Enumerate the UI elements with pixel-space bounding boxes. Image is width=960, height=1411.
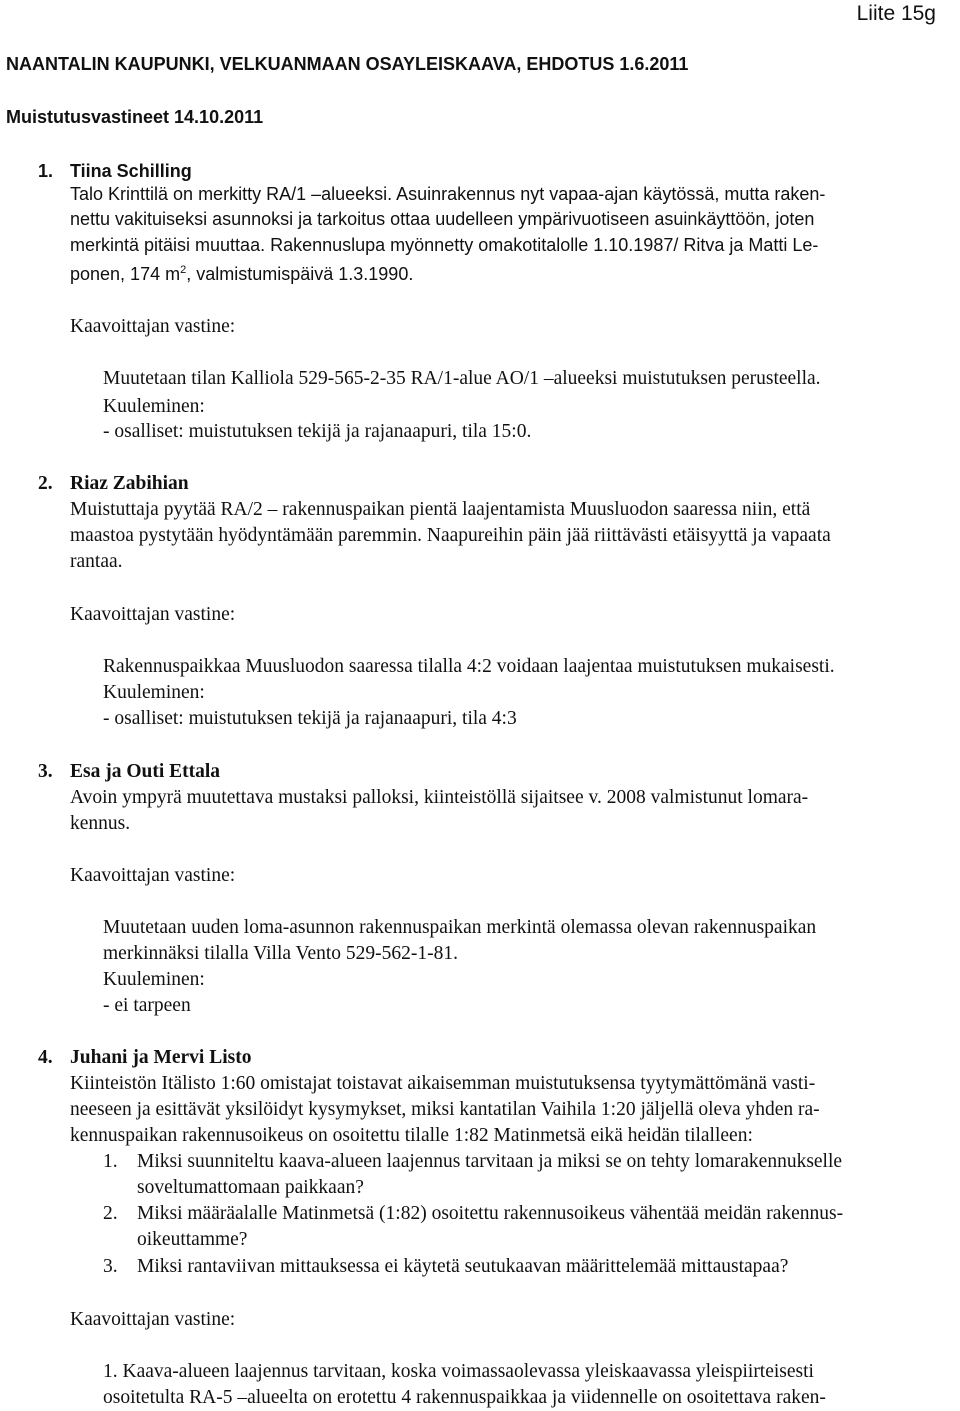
item-2-text-line: maastoa pystytään hyödyntämään paremmin. Naapureihin päin jää riittävästi etäisyyttä ja vapaata <box>70 525 831 546</box>
item-1-reply-line: Kuuleminen: <box>103 396 205 417</box>
item-4-reply-line: osoitetulta RA-5 –alueelta on erotettu 4 rakennuspaikkaa ja viidennelle on osoitettava raken- <box>103 1387 826 1408</box>
question-number: 2. <box>103 1203 118 1224</box>
item-2-text-line: rantaa. <box>70 551 123 572</box>
item-2-number: 2. <box>38 473 53 494</box>
question-line: Miksi suunniteltu kaava-alueen laajennus tarvitaan ja miksi se on tehty lomarakennukselle <box>137 1151 843 1172</box>
reply-heading: Kaavoittajan vastine: <box>70 865 236 886</box>
item-3-reply-line: - ei tarpeen <box>103 995 191 1016</box>
item-4-text-line: neeseen ja esittävät yksilöidyt kysymykset, miksi kantatilan Vaihila 1:20 jäljellä oleva yhden ra- <box>70 1099 820 1120</box>
item-1-text-line: nettu vakituiseksi asunnoksi ja tarkoitus ottaa uudelleen ympärivuotiseen asuinkäyttöön, joten <box>70 209 815 229</box>
reply-heading: Kaavoittajan vastine: <box>70 1309 236 1330</box>
reply-heading: Kaavoittajan vastine: <box>70 604 236 625</box>
item-2-reply-line: - osalliset: muistutuksen tekijä ja rajanaapuri, tila 4:3 <box>103 708 517 729</box>
document-title: NAANTALIN KAUPUNKI, VELKUANMAAN OSAYLEISKAAVA, EHDOTUS 1.6.2011 <box>6 54 689 74</box>
item-3-number: 3. <box>38 761 53 782</box>
question-number: 1. <box>103 1151 118 1172</box>
item-3-text-line: kennus. <box>70 813 131 834</box>
item-3-reply-line: merkinnäksi tilalla Villa Vento 529-562-1-81. <box>103 943 459 964</box>
item-2-reply-line: Rakennuspaikkaa Muusluodon saaressa tilalla 4:2 voidaan laajentaa muistutuksen mukaisesti. <box>103 656 835 677</box>
item-2-name: Riaz Zabihian <box>70 473 189 494</box>
item-1-reply-line: - osalliset: muistutuksen tekijä ja rajanaapuri, tila 15:0. <box>103 421 532 442</box>
item-1-number: 1. <box>38 161 54 181</box>
item-4-text-line: Kiinteistön Itälisto 1:60 omistajat toistavat aikaisemman muistutuksensa tyytymättömänä vasti- <box>70 1073 816 1094</box>
item-4-name: Juhani ja Mervi Listo <box>70 1047 252 1068</box>
item-1-name: Tiina Schilling <box>70 161 192 181</box>
attachment-label: Liite 15g <box>856 2 936 25</box>
item-1-text-line: ponen, 174 $m^2$, valmistumispäivä 1.3.1990. <box>70 264 414 284</box>
reply-heading: Kaavoittajan vastine: <box>70 316 236 337</box>
item-2-text-line: Muistuttaja pyytää RA/2 – rakennuspaikan pientä laajentamista Muusluodon saaressa niin, että <box>70 499 811 520</box>
item-4-text-line: kennuspaikan rakennusoikeus on osoitettu tilalle 1:82 Matinmetsä eikä heidän tilalleen: <box>70 1125 753 1146</box>
question-number: 3. <box>103 1256 118 1277</box>
question-line: Miksi rantaviivan mittauksessa ei käytetä seutukaavan määrittelemää mittaustapaa? <box>137 1256 789 1277</box>
question-line: Miksi määräalalle Matinmetsä (1:82) osoitettu rakennusoikeus vähentää meidän rakennus- <box>137 1203 844 1224</box>
item-4-reply-line: 1. Kaava-alueen laajennus tarvitaan, koska voimassaolevassa yleiskaavassa yleispiirteisesti <box>103 1361 814 1382</box>
item-1-text-line: merkintä pitäisi muuttaa. Rakennuslupa myönnetty omakotitalolle 1.10.1987/ Ritva ja Matti Le- <box>70 235 819 255</box>
item-3-reply-line: Muutetaan uuden loma-asunnon rakennuspaikan merkintä olemassa olevan rakennuspaikan <box>103 917 817 938</box>
item-3-reply-line: Kuuleminen: <box>103 969 205 990</box>
item-3-name: Esa ja Outi Ettala <box>70 761 221 782</box>
item-4-number: 4. <box>38 1047 53 1068</box>
question-line: oikeuttamme? <box>137 1229 248 1250</box>
item-3-text-line: Avoin ympyrä muutettava mustaksi palloksi, kiinteistöllä sijaitsee v. 2008 valmistunut lomara- <box>70 787 809 808</box>
document-subtitle: Muistutusvastineet 14.10.2011 <box>6 107 264 127</box>
question-line: soveltumattomaan paikkaan? <box>137 1177 364 1198</box>
superscript: 2 <box>180 264 187 276</box>
item-2-reply-line: Kuuleminen: <box>103 682 205 703</box>
item-1-reply-line: Muutetaan tilan Kalliola 529-565-2-35 RA/1-alue AO/1 –alueeksi muistutuksen perusteella. <box>103 368 821 389</box>
item-1-text-line: Talo Krinttilä on merkitty RA/1 –alueeksi. Asuinrakennus nyt vapaa-ajan käytössä, mutta raken- <box>70 184 826 204</box>
